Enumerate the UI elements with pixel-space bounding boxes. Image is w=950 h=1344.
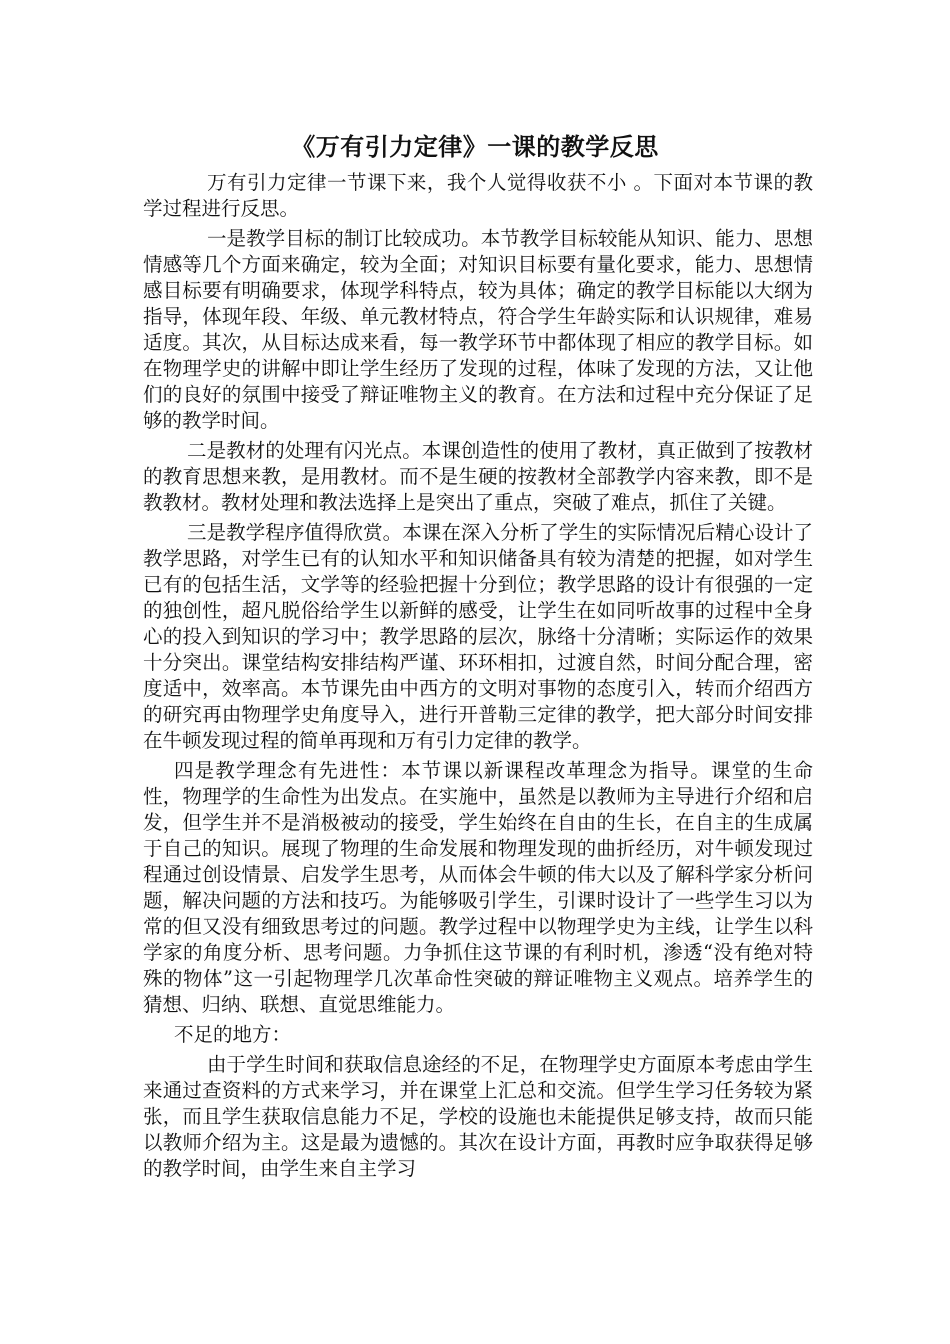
paragraph-shortcomings-heading: 不足的地方：	[174, 1023, 292, 1046]
paragraph-materials: 二是教材的处理有闪光点。本课创造性的使用了教材，真正做到了按教材的教育思想来教，是用教材。而不是生硬的按教材全部教学内容来教，即不是教教材。教材处理和教法选择上是突出了重点，突破了难点，抓住了关键。	[143, 439, 813, 514]
paragraph-shortcomings: 由于学生时间和获取信息途经的不足，在物理学史方面原本考虑由学生来通过查资料的方式来学习，并在课堂上汇总和交流。但学生学习任务较为紧张，而且学生获取信息能力不足，学校的设施也未能提供足够支持，故而只能以教师介绍为主。这是最为遗憾的。其次在设计方面，再教时应争取获得足够的教学时间，由学生来自主学习	[143, 1053, 813, 1180]
paragraph-objectives: 一是教学目标的制订比较成功。本节教学目标较能从知识、能力、思想情感等几个方面来确定，较为全面；对知识目标要有量化要求，能力、思想情感目标要有明确要求，体现学科特点，较为具体；确定的教学目标能以大纲为指导，体现年段、年级、单元教材特点，符合学生年龄实际和认识规律，难易适度。其次，从目标达成来看，每一教学环节中都体现了相应的教学目标。如在物理学史的讲解中即让学生经历了发现的过程，体味了发现的方法，又让他们的良好的氛围中接受了辩证唯物主义的教育。在方法和过程中充分保证了足够的教学时间。	[143, 227, 813, 432]
document-title: 《万有引力定律》一课的教学反思	[291, 133, 659, 161]
paragraph-intro: 万有引力定律一节课下来，我个人觉得收获不小 。下面对本节课的教学过程进行反思。	[143, 171, 813, 220]
paragraph-philosophy: 四是教学理念有先进性：本节课以新课程改革理念为指导。课堂的生命性，物理学的生命性为出发点。在实施中，虽然是以教师为主导进行介绍和启发，但学生并不是消极被动的接受，学生始终在自由的生长，在自主的生成属于自己的知识。展现了物理的生命发展和物理发现的曲折经历，对牛顿发现过程通过创设情景、启发学生思考，从而体会牛顿的伟大以及了解科学家分析问题，解决问题的方法和技巧。为能够吸引学生，引课时设计了一些学生习以为常的但又没有细致思考过的问题。教学过程中以物理学史为主线，让学生以科学家的角度分析、思考问题。力争抓住这节课的有利时机，渗透“没有绝对特殊的物体”这一引起物理学几次革命性突破的辩证唯物主义观点。培养学生的猜想、归纳、联想、直觉思维能力。	[143, 759, 813, 1016]
paragraph-procedure: 三是教学程序值得欣赏。本课在深入分析了学生的实际情况后精心设计了教学思路，对学生已有的认知水平和知识储备具有较为清楚的把握，如对学生已有的包括生活，文学等的经验把握十分到位；教学思路的设计有很强的一定的独创性，超凡脱俗给学生以新鲜的感受，让学生在如同听故事的过程中全身心的投入到知识的学习中；教学思路的层次，脉络十分清晰；实际运作的效果十分突出。课堂结构安排结构严谨、环环相扣，过渡自然，时间分配合理，密度适中，效率高。本节课先由中西方的文明对事物的态度引入，转而介绍西方的研究再由物理学史角度导入，进行开普勒三定律的教学，把大部分时间安排在牛顿发现过程的简单再现和万有引力定律的教学。	[143, 521, 813, 752]
document-body	[143, 170, 813, 1186]
